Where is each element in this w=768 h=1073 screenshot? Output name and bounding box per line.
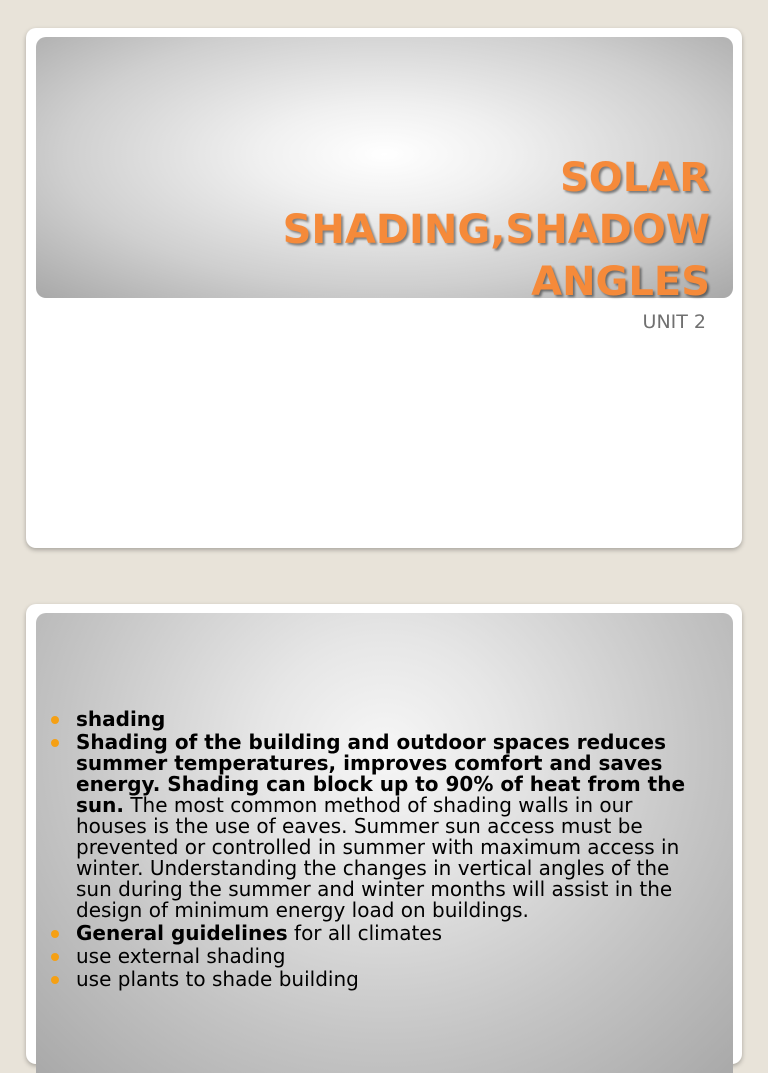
list-item [48,923,688,944]
bullet-bold-text: Shading of the building and outdoor spaces reduces summer temperatures, improves comfort and saves energy. Shading can block up to 90% of heat from the sun. [76,730,686,817]
title-line-2: SHADING,SHADOW [282,207,710,253]
bullet-text: for all climates [287,921,443,945]
bullet-list [48,709,688,992]
bullet-icon [51,976,59,984]
title-line-1: SOLAR [559,155,710,201]
bullet-text: use external shading [76,944,286,968]
bullet-icon [51,930,59,938]
list-item [48,969,688,990]
bullet-text: The most common method of shading walls in our houses is the use of eaves. Summer sun access must be prevented or controlled in summer with maximum access in winter. Understanding the changes in vertical angles of the sun during the summer and winter months will assist in the design of minimum energy load on buildings. [76,793,680,922]
list-item [48,709,688,730]
list-item [48,946,688,967]
bullet-icon [51,716,59,724]
slide-subtitle: UNIT 2 [642,311,706,333]
bullet-text: use plants to shade building [76,967,359,991]
bullet-bold-text: General guidelines [76,921,288,945]
title-line-3: ANGLES [531,259,710,305]
bullet-bold-text: shading [76,707,166,731]
bullet-icon [51,739,59,747]
bullet-icon [51,953,59,961]
slide-title [150,152,710,308]
title-slide [26,28,742,548]
list-item [48,732,688,921]
